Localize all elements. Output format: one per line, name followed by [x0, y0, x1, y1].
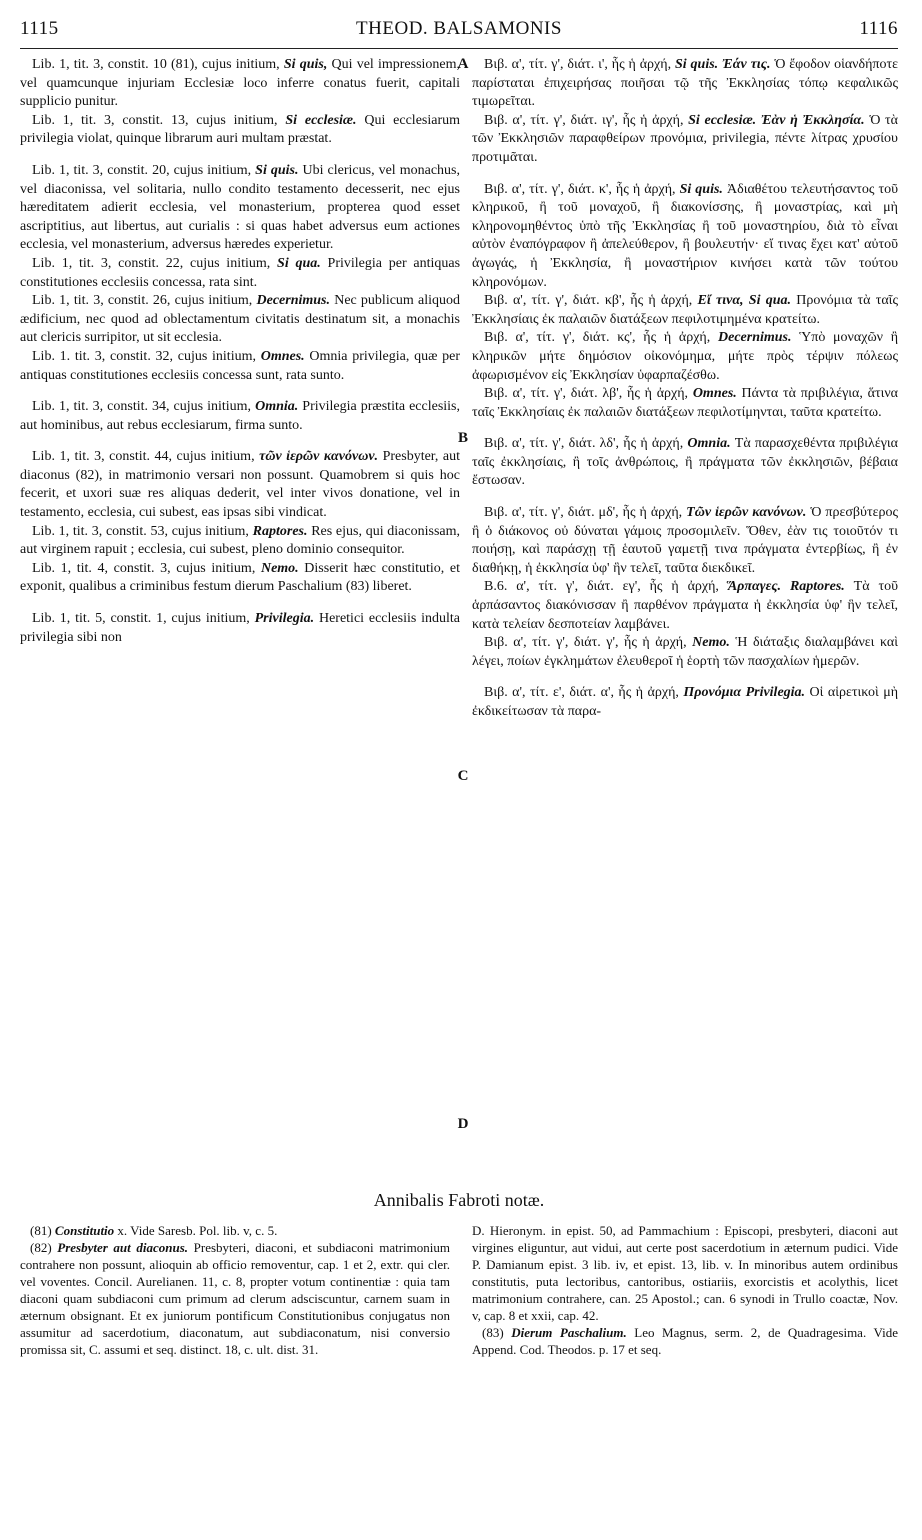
entry-incipit: τῶν ἱερῶν κανόνων.	[259, 449, 379, 465]
constitution-entry	[20, 348, 460, 385]
entry-incipit: Ἅρπαγες. Raptores.	[727, 579, 845, 595]
entry-reference: Βιβ. α', τίτ. ε', διάτ. α', ἧς ἡ ἀρχή,	[484, 685, 679, 701]
entry-text: Omnia privilegia, quæ per antiquas constitutiones ecclesiis concessa sunt, rata sunto.	[20, 348, 460, 383]
footnote-text: Leo Magnus, serm. 2, de Quadragesima. Vide Append. Cod. Theodos. p. 17 et seq.	[472, 1325, 898, 1357]
constitution-entry	[472, 292, 898, 329]
entry-incipit: Si ecclesiæ. Ἐὰν ἡ Ἐκκλησία.	[688, 112, 865, 128]
entry-reference: Lib. 1, tit. 3, constit. 34, cujus initium,	[32, 399, 252, 415]
entry-text: Ἀδιαθέτου τελευτήσαντος τοῦ κληρικοῦ, ἢ τοῦ μοναχοῦ, ἢ διακονίσσης, ἢ μοναστρίας, καὶ μὴ κληρονομηθέντος ὑπὸ τῆς Ἐκκλησίας ἢ τοῦ μοναστηρίου, διὰ τὸ εἶναι αὐτὸν ἐναπόγραφον ἢ ἀπελεύθερον, ἢ βουλευτήν· εἴ τινας ἔχει κατ' αὐτοῦ ἀγωγάς, ἡ Ἐκκλησία, ἢ μοναστήριον κινήσει κατὰ τῶν τούτου κληρονόμων.	[472, 181, 898, 290]
constitution-entry	[20, 398, 460, 435]
footnote-text: x. Vide Saresb. Pol. lib. v, c. 5.	[117, 1223, 278, 1238]
entry-text: Nec publicum aliquod ædificium, nec quod ad oblectamentum civitatis destinatum sit, a monachis aut clericis surripitor, ut sit ecclesia.	[20, 293, 461, 346]
constitution-entry	[20, 292, 460, 348]
entry-incipit: Raptores.	[252, 523, 308, 539]
constitution-entry	[20, 610, 460, 647]
entry-reference: Lib. 1, tit. 3, constit. 20, cujus initium,	[32, 162, 252, 178]
entry-incipit: Decernimus.	[718, 330, 792, 346]
constitution-entry	[472, 504, 898, 578]
constitution-entry	[20, 560, 460, 597]
entry-text: Τὰ τοῦ ἁρπάσαντος διακόνισσαν ἢ παρθένον πράγματα ἡ ἐκκλησία ὑφ' ἣν τελεῖ, κατὰ τελείαν δεσποτείαν λαμβάνει.	[472, 579, 898, 632]
notes-left-column	[20, 1222, 450, 1358]
constitution-entry	[472, 112, 898, 168]
entry-reference: Βιβ. α', τίτ. γ', διάτ. κβ', ἧς ἡ ἀρχή,	[484, 293, 693, 309]
entry-reference: Lib. 1, tit. 3, constit. 22, cujus initium,	[32, 255, 271, 271]
footnote-number: (83)	[482, 1325, 504, 1340]
entry-incipit: Omnia.	[255, 399, 299, 415]
entry-text: Privilegia per antiquas constitutiones ecclesiis concessa, rata sint.	[20, 255, 461, 290]
entry-text: Ἡ διάταξις διαλαμβάνει καὶ λέγει, ποίων ἐγκλημάτων ἐλευθεροῖ ἡ ἑορτὴ τῶν πασχαλίων ἡμερῶν.	[472, 635, 899, 669]
entry-incipit: Si ecclesiæ.	[285, 112, 357, 128]
constitution-entry	[472, 634, 898, 671]
entry-text: Presbyter, aut diaconus (82), in matrimonio versari non possunt. Quamobrem si quis hoc fecerit, et uxori suæ res aliquas dederit, vel inter vivos donatione, vel in testamento, ecclesia, cui subest, eas ipsas sibi vindicat.	[20, 449, 461, 521]
entry-reference: Βιβ. α', τίτ. γ', διάτ. μδ', ἧς ἡ ἀρχή,	[484, 505, 683, 521]
entry-incipit: Si quis. Ἐάν τις.	[674, 57, 771, 72]
entry-text: Disserit hæc constitutio, et exponit, qualibus a criminibus festum dierum Paschalium (83) liberet.	[20, 560, 460, 595]
running-title: THEOD. BALSAMONIS	[356, 18, 562, 39]
constitution-entry	[20, 448, 460, 522]
margin-marker-c: C	[457, 768, 469, 784]
entry-text: Πάντα τὰ πριβιλέγια, ἅτινα ταῖς Ἐκκλησίαις ἐκ παλαιῶν διατάξεων πεφιλοτίμηνται, ταῦτα κρατείτω.	[472, 386, 898, 420]
entry-text: Qui ecclesiarum privilegia violat, quinque librarum auri multam præstat.	[20, 112, 461, 147]
entry-reference: Βιβ. α', τίτ. γ', διάτ. κς', ἧς ἡ ἀρχή,	[484, 330, 711, 346]
entry-incipit: Omnes.	[260, 348, 305, 364]
constitution-entry	[472, 578, 898, 634]
footnote	[20, 1239, 450, 1358]
entry-incipit: Si qua.	[277, 255, 321, 271]
entry-text: Ὁ τὰ τῶν Ἐκκλησιῶν παραφθείρων προνόμια, privilegia, πέντε λίτρας χρυσίου προτιμᾶται.	[472, 112, 899, 165]
entry-reference: Lib. 1, tit. 4, constit. 3, cujus initium,	[32, 560, 256, 576]
entry-text: Ὁ ἔφοδον οἱανδήποτε παρίσταται ἐπιχειρήσας ποιῆσαι τῷ τῆς Ἐκκλησίας τόπῳ κεφαλικῶς τιμωρεῖται.	[472, 57, 899, 110]
entry-reference: Β.6. α', τίτ. γ', διάτ. εγ', ἧς ἡ ἀρχή,	[484, 579, 719, 595]
entry-text: Ὁ πρεσβύτερος ἢ ὁ διάκονος οὐ δύναται γάμοις προσομιλεῖν. Ὅθεν, ἐὰν τις τοιοῦτόν τι ποιήσῃ, καὶ παράσχῃ τῇ ἑαυτοῦ γαμετῇ τινα πράγματα ἐντερβίως, ἢ ἐν διαθήκῃ, ἡ ἐκκλησία ὑφ' ἣν τελεῖ, ταῦτα διεκδικεῖ.	[472, 505, 898, 576]
entry-incipit: Προνόμια Privilegia.	[683, 685, 806, 701]
page	[20, 18, 898, 1528]
entry-reference: Lib. 1. tit. 3, constit. 32, cujus initium,	[32, 348, 256, 364]
entry-reference: Βιβ. α', τίτ. γ', διάτ. ι', ἧς ἡ ἀρχή,	[484, 57, 672, 72]
footnote	[472, 1324, 898, 1358]
entry-incipit: Εἴ τινα, Si qua.	[697, 293, 791, 309]
constitution-entry	[472, 181, 898, 293]
entry-reference: Lib. 1, tit. 3, constit. 53, cujus initium,	[32, 523, 249, 539]
entry-incipit: Omnia.	[687, 436, 731, 452]
entry-incipit: Privilegia.	[254, 611, 315, 627]
entry-reference: Βιβ. α', τίτ. γ', διάτ. λδ', ἧς ἡ ἀρχή,	[484, 436, 684, 452]
latin-column	[20, 56, 460, 647]
constitution-entry	[20, 255, 460, 292]
entry-text: Privilegia præstita ecclesiis, aut hominibus, aut rebus ecclesiarum, firma sunto.	[20, 399, 460, 433]
right-page-number: 1116	[859, 18, 898, 39]
greek-column	[472, 56, 898, 722]
entry-text: Οἱ αἱρετικοὶ μὴ ἐκδικείτωσαν τὰ παρα-	[472, 685, 899, 719]
entry-text: Ὑπὸ μοναχῶν ἢ κληρικῶν μήτε δημόσιον οἰκονόμημα, μήτε πρὸς τέρψιν πόλεως ἀφωρισμένον εἰς Ἐκκλησίαν ὑφαρπαζέσθω.	[472, 330, 899, 383]
entry-incipit: Decernimus.	[256, 293, 330, 309]
entry-reference: Βιβ. α', τίτ. γ', διάτ. κ', ἧς ἡ ἀρχή,	[484, 181, 676, 197]
entry-reference: Βιβ. α', τίτ. γ', διάτ. ιγ', ἧς ἡ ἀρχή,	[484, 112, 684, 128]
entry-incipit: Nemo.	[260, 560, 299, 576]
entry-incipit: Si quis.	[255, 162, 299, 178]
header-rule	[20, 48, 898, 49]
constitution-entry	[20, 162, 460, 255]
entry-incipit: Nemo.	[692, 635, 730, 651]
entry-incipit: Si quis,	[283, 57, 328, 72]
entry-text: Προνόμια τὰ ταῖς Ἐκκλησίαις ἐκ παλαιῶν διατάξεων πεφιλοτιμημένα κρατείτω.	[472, 293, 898, 327]
entry-text: Res ejus, qui diaconissam, aut virginem rapuit ; ecclesia, cui subest, pleno dominio consequitor.	[20, 523, 461, 558]
entry-reference: Lib. 1, tit. 3, constit. 44, cujus initium,	[32, 449, 255, 465]
footnote-lemma: Presbyter aut diaconus.	[57, 1240, 189, 1255]
footnote-text: D. Hieronym. in epist. 50, ad Pammachium : Episcopi, presbyteri, diaconi aut virgines eliguntur, aut vidui, aut certe post sacerdotium in æternum pudici. Vide P. Damianum epist. 3 lib. iv, et epist. 13, lib. v. In minoribus autem ordinibus constitutis, puta lectoribus, cantoribus, ostiariis, exorcistis et acolythis, licet matrimonium contrahere, can. 25 Apostol.; can. 6 synodi in Trullo coactæ, Nov. v, cap. 8 et xxii, cap. 42.	[472, 1223, 898, 1323]
footnote-lemma: Constitutio	[54, 1223, 115, 1238]
entry-reference: Lib. 1, tit. 3, constit. 13, cujus initium,	[32, 112, 278, 128]
running-header	[20, 18, 898, 48]
notes-title: Annibalis Fabroti notæ.	[373, 1190, 545, 1210]
entry-reference: Lib. 1, tit. 3, constit. 10 (81), cujus initium,	[32, 57, 280, 72]
constitution-entry	[472, 684, 898, 721]
entry-incipit: Τῶν ἱερῶν κανόνων.	[686, 505, 807, 521]
entry-text: Qui vel impressionem, vel quamcunque injuriam Ecclesiæ loco inferre conatus fuerit, capitali supplicio punitur.	[20, 57, 461, 110]
notes-right-column	[472, 1222, 898, 1358]
footnote	[472, 1222, 898, 1324]
footnote	[20, 1222, 450, 1239]
entry-reference: Lib. 1, tit. 5, constit. 1, cujus initium,	[32, 611, 250, 627]
constitution-entry	[472, 435, 898, 491]
entry-incipit: Si quis.	[679, 181, 723, 197]
margin-marker-b: B	[457, 430, 468, 446]
left-page-number: 1115	[20, 18, 59, 39]
constitution-entry	[472, 329, 898, 385]
constitution-entry	[20, 523, 460, 560]
footnote-lemma: Dierum Paschalium.	[511, 1325, 627, 1340]
entry-reference: Βιβ. α', τίτ. γ', διάτ. λβ', ἧς ἡ ἀρχή,	[484, 386, 689, 402]
constitution-entry	[20, 112, 460, 149]
constitution-entry	[472, 56, 898, 112]
entry-reference: Lib. 1, tit. 3, constit. 26, cujus initium,	[32, 293, 253, 309]
entry-reference: Βιβ. α', τίτ. γ', διάτ. γ', ἧς ἡ ἀρχή,	[484, 635, 687, 651]
entry-text: Ubi clericus, vel monachus, vel diaconissa, vel solitaria, nullo condito testamento decesserit, nec ejus hæreditatem adierit ecclesia, vel monasterium, propterea quod esset ascriptitius, aut libertus, aut curialis : si quas habet adversus eum actiones ecclesia, vel monasterium, adversus hæredes experietur.	[20, 162, 460, 253]
margin-marker-d: D	[457, 1116, 469, 1132]
footnote-number: (81)	[30, 1223, 52, 1238]
footnote-text: Presbyteri, diaconi, et subdiaconi matrimonium contrahere non possunt, alioquin ab officio removentur, cap. 1 et 2, extr. qui cler. vel voventes. Concil. Aurelianen. 11, c. 8, propter votum continentiæ : quia tam diaconi quam subdiaconi cum primum ad clerum adsciscuntur, carnem suam in æternum obsignant. Et ex juniorum pontificum Constitutionibus conjugatus non assumitur ad sacerdotium, diaconatum, aut subdiaconatum, nisi conversio promissa sit, C. assumi et seq. distinct. 18, c. ult. dist. 31.	[20, 1240, 451, 1357]
footnote-number: (82)	[30, 1240, 52, 1255]
entry-text: Heretici ecclesiis indulta privilegia sibi non	[20, 611, 461, 645]
entry-text: Τὰ παρασχεθέντα πριβιλέγια ταῖς ἐκκλησίαις, ἢ τοῖς ἀνθρώποις, ἢ πράγματα τῶν ἐκκλησιῶν, βέβαια ἔστωσαν.	[472, 436, 898, 489]
margin-marker-a: A	[457, 56, 469, 72]
entry-incipit: Omnes.	[692, 386, 737, 402]
constitution-entry	[20, 56, 460, 112]
constitution-entry	[472, 385, 898, 422]
